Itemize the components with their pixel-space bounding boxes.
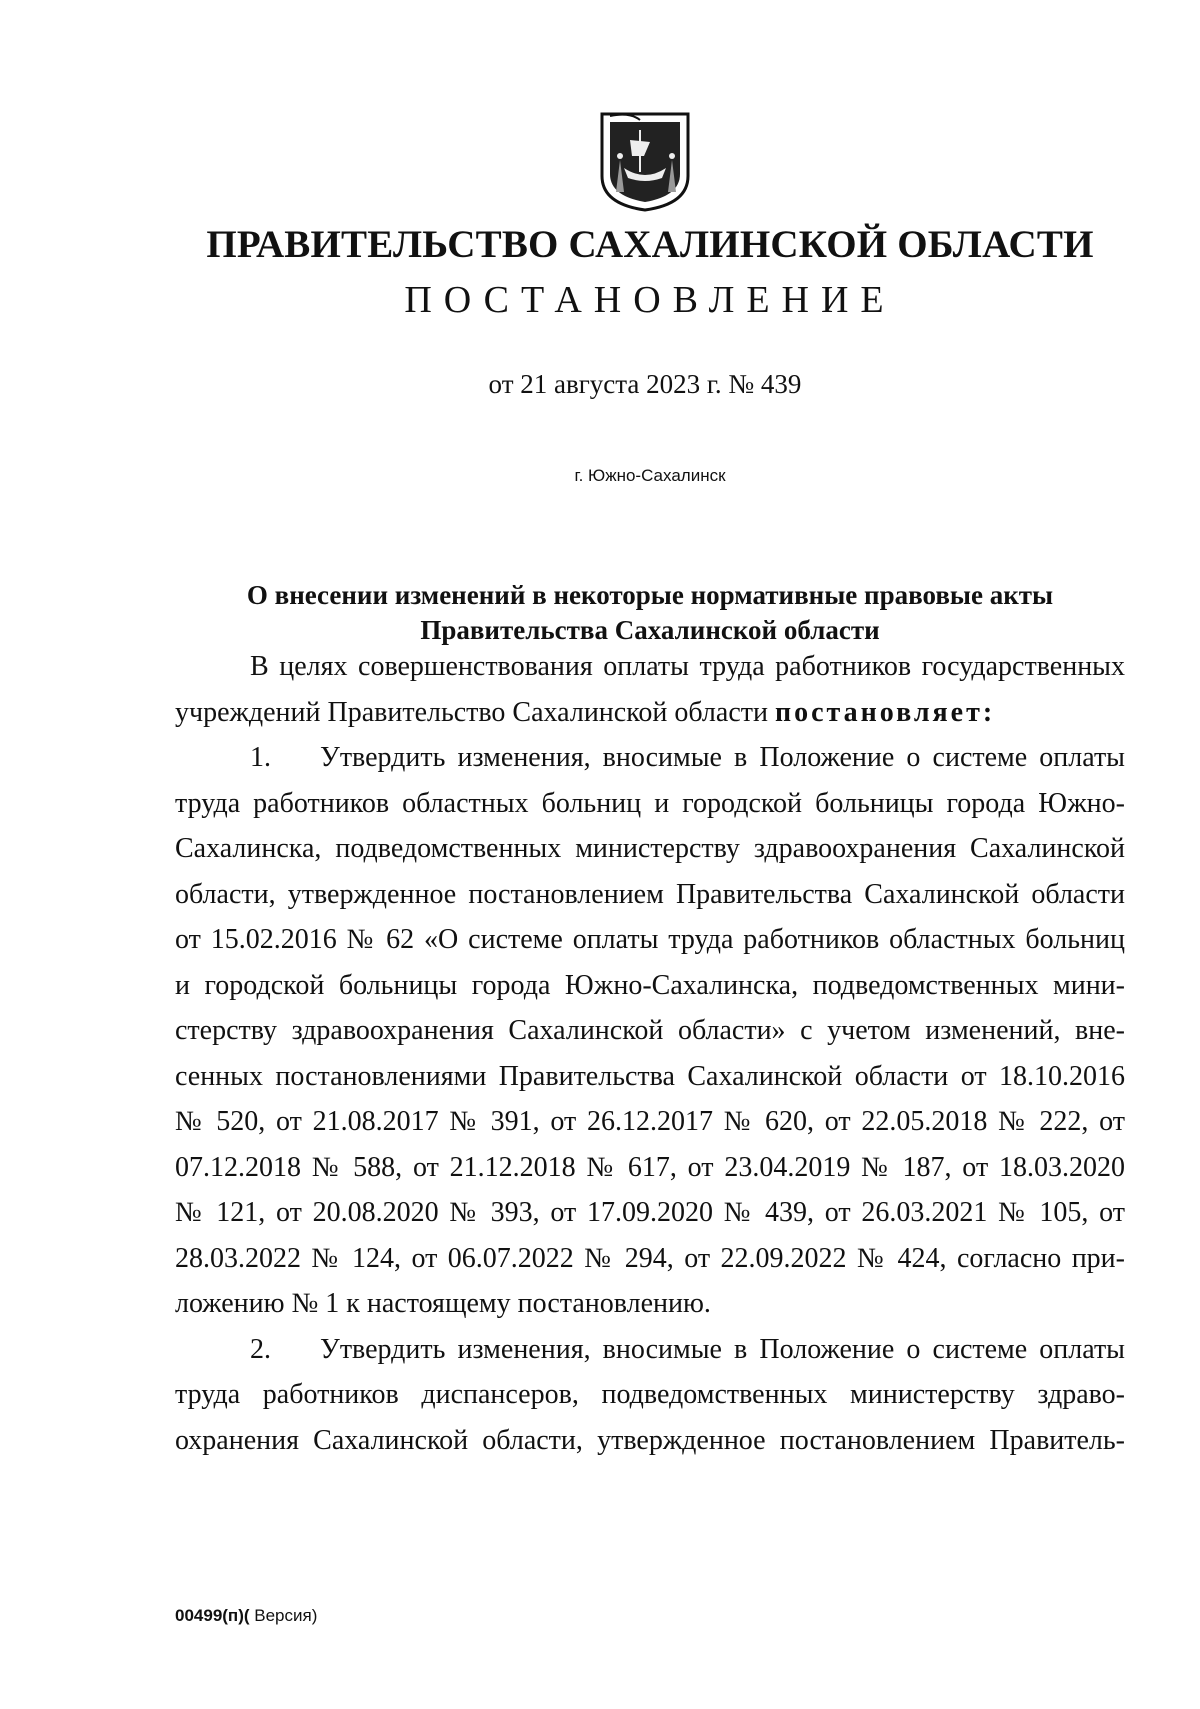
item-1-text: Утвердить изменения, вносимые в Положение о системе оплаты — [320, 742, 1125, 773]
item-1-line: сенных постановлениями Правительства Сахалинской области от 18.10.2016 — [175, 1061, 1125, 1092]
footer-code: 00499(п)( — [175, 1606, 250, 1625]
item-1-line: от 15.02.2016 № 62 «О системе оплаты труда работников областных больниц — [175, 924, 1125, 955]
item-1-line: стерству здравоохранения Сахалинской области» с учетом изменений, вне- — [175, 1015, 1125, 1046]
item-1-line: труда работников областных больниц и городской больницы города Южно- — [175, 788, 1125, 819]
document-subject — [175, 578, 1125, 648]
preamble-line: В целях совершенствования оплаты труда работников государственных — [250, 651, 1125, 682]
government-title: ПРАВИТЕЛЬСТВО САХАЛИНСКОЙ ОБЛАСТИ — [206, 223, 1094, 266]
item-1-line: 28.03.2022 № 124, от 06.07.2022 № 294, от 22.09.2022 № 424, согласно при- — [175, 1243, 1125, 1274]
document-type: ПОСТАНОВЛЕНИЕ — [404, 279, 896, 321]
item-2-line: труда работников диспансеров, подведомственных министерству здраво- — [175, 1379, 1125, 1410]
footer-version: Версия) — [249, 1606, 318, 1625]
preamble-text: учреждений Правительство Сахалинской области — [175, 697, 775, 728]
item-1-line: 07.12.2018 № 588, от 21.12.2018 № 617, от 23.04.2019 № 187, от 18.03.2020 — [175, 1152, 1125, 1183]
document-city: г. Южно-Сахалинск — [574, 466, 726, 485]
preamble-line — [175, 696, 1125, 730]
item-1-line: № 121, от 20.08.2020 № 393, от 17.09.2020 № 439, от 26.03.2021 № 105, от — [175, 1197, 1125, 1228]
item-2-text: Утвердить изменения, вносимые в Положение о системе оплаты — [320, 1334, 1125, 1365]
resolves-keyword: постановляет: — [774, 697, 996, 728]
item-2-first-line — [250, 1333, 1125, 1367]
item-1-line: и городской больницы города Южно-Сахалинска, подведомственных мини- — [175, 970, 1125, 1001]
document-date-number: от 21 августа 2023 г. № 439 — [488, 369, 802, 399]
item-2-number: 2. — [250, 1334, 271, 1365]
subject-line: О внесении изменений в некоторые нормативные правовые акты — [246, 580, 1054, 610]
document-footer-code — [175, 1606, 317, 1626]
subject-line: Правительства Сахалинской области — [420, 615, 880, 645]
coat-of-arms-icon — [600, 112, 692, 212]
item-1-number: 1. — [250, 742, 271, 773]
item-1-line: Сахалинска, подведомственных министерству здравоохранения Сахалинской — [175, 833, 1125, 864]
item-1-line: области, утвержденное постановлением Правительства Сахалинской области — [175, 879, 1125, 910]
item-1-line: ложению № 1 к настоящему постановлению. — [175, 1288, 711, 1319]
item-2-line: охранения Сахалинской области, утвержденное постановлением Правитель- — [175, 1425, 1125, 1456]
item-1-line: № 520, от 21.08.2017 № 391, от 26.12.2017 № 620, от 22.05.2018 № 222, от — [175, 1106, 1125, 1137]
item-1-first-line — [250, 741, 1125, 775]
